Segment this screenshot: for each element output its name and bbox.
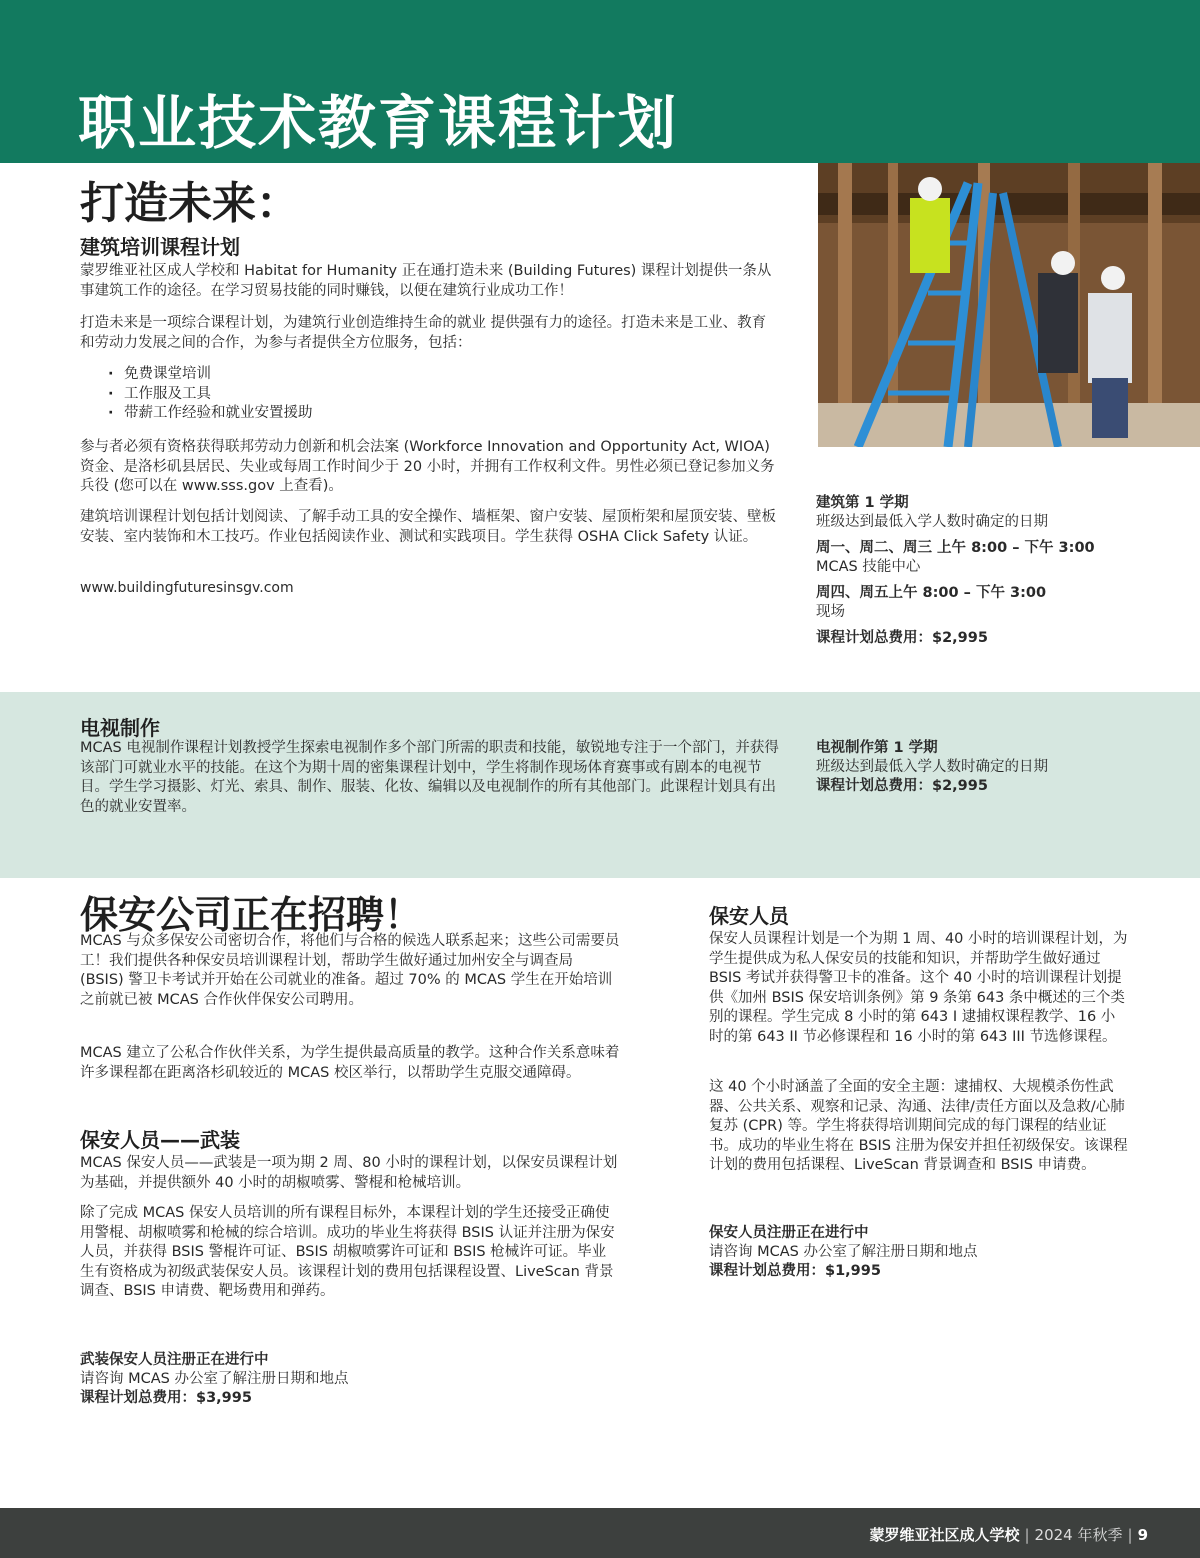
security-guard-title: 保安人员 bbox=[709, 904, 789, 928]
security-guard-intro: 保安人员课程计划是一个为期 1 周、40 小时的培训课程计划，为学生提供成为私人保安员的技能和知识，并帮助学生做好通过 BSIS 考试并获得警卫卡的准备。这个 40 小时的培训课程计划提供《加州 BSIS 保安培训条例》第 9 条第 643 条中概述的三个类别的课程。学生完成 8 小时的第 643 I 逮捕权课程教学、16 小时的第 643 II 节必修课程和 16 小时的第 643 III 节选修课程。 bbox=[709, 931, 1128, 1045]
term-heading: 建筑第 1 学期 bbox=[816, 495, 909, 511]
term-note: 班级达到最低入学人数时确定的日期 bbox=[816, 514, 1048, 530]
program-cost: 课程计划总费用：$2,995 bbox=[816, 778, 988, 794]
program-cost: 课程计划总费用：$1,995 bbox=[709, 1263, 881, 1279]
list-item: · 免费课堂培训 bbox=[108, 365, 313, 385]
page-number: 9 bbox=[1137, 1526, 1148, 1544]
building-futures-info-box bbox=[816, 494, 1146, 655]
building-futures-title: 打造未来： bbox=[80, 178, 300, 229]
security-title: 保安公司正在招聘！ bbox=[80, 893, 423, 937]
term-note: 班级达到最低入学人数时确定的日期 bbox=[816, 759, 1048, 775]
footer-season: 2024 年秋季 bbox=[1034, 1526, 1123, 1544]
registration-heading: 武装保安人员注册正在进行中 bbox=[80, 1352, 269, 1368]
security-guard-topics: 这 40 个小时涵盖了全面的安全主题：逮捕权、大规模杀伤性武器、公共关系、观察和记录、沟通、法律/责任方面以及急救/心肺复苏 (CPR) 等。学生将获得培训期间完成的每门课程的结业证书。成功的毕业生将在 BSIS 注册为保安并担任初级保安。该课程计划的费用包括课程、LiveScan 背景调查和 BSIS 申请费。 bbox=[709, 1079, 1128, 1173]
security-guard-info-box bbox=[709, 1224, 1129, 1281]
construction-photo-graphic bbox=[818, 163, 1200, 447]
building-futures-intro: 蒙罗维亚社区成人学校和 Habitat for Humanity 正在通打造未来 (Building Futures) 课程计划提供一条从事建筑工作的途径。在学习贸易技能的同时赚钱，以便在建筑行业成功工作！ bbox=[80, 263, 772, 299]
building-futures-description: 打造未来是一项综合课程计划，为建筑行业创造维持生命的就业 提供强有力的途径。打造未来是工业、教育和劳动力发展之间的合作，为参与者提供全方位服务，包括： bbox=[80, 315, 767, 351]
building-futures-subtitle: 建筑培训课程计划 bbox=[80, 235, 240, 259]
location-skills-center: MCAS 技能中心 bbox=[816, 559, 921, 575]
location-onsite: 现场 bbox=[816, 604, 845, 620]
footer-separator: | bbox=[1127, 1526, 1133, 1544]
security-intro: MCAS 与众多保安公司密切合作，将他们与合格的候选人联系起来；这些公司需要员工！我们提供各种保安员培训课程计划，帮助学生做好通过加州安全与调查局 (BSIS) 警卫卡考试并开始在公司就业的准备。超过 70% 的 MCAS 学生在开始培训之前就已被 MCAS 合作伙伴保安公司聘用。 bbox=[80, 933, 620, 1008]
armed-guard-intro: MCAS 保安人员——武装是一项为期 2 周、80 小时的课程计划，以保安员课程计划为基础，并提供额外 40 小时的胡椒喷雾、警棍和枪械培训。 bbox=[80, 1155, 618, 1191]
building-futures-website-link[interactable]: www.buildingfuturesinsgv.com bbox=[80, 580, 294, 596]
term-heading: 电视制作第 1 学期 bbox=[816, 740, 938, 756]
building-futures-benefits-list bbox=[108, 365, 313, 424]
page-footer bbox=[0, 1508, 1200, 1558]
building-futures-eligibility: 参与者必须有资格获得联邦劳动力创新和机会法案 (Workforce Innovation and Opportunity Act, WIOA) 资金、是洛杉矶县居民、失业或每周工作时间少于 20 小时，并拥有工作权利文件。男性必须已登记参加义务兵役 (您可以在 www.sss.gov 上查看)。 bbox=[80, 439, 775, 494]
schedule-thu-fri: 周四、周五上午 8:00 – 下午 3:00 bbox=[816, 585, 1047, 601]
page-title: 职业技术教育课程计划 bbox=[78, 89, 679, 157]
building-futures-curriculum: 建筑培训课程计划包括计划阅读、了解手动工具的安全操作、墙框架、窗户安装、屋顶桁架和屋顶安装、壁板安装、室内装饰和木工技巧。作业包括阅读作业、测试和实践项目。学生获得 OSHA Click Safety 认证。 bbox=[80, 509, 776, 545]
registration-heading: 保安人员注册正在进行中 bbox=[709, 1225, 869, 1241]
header-band bbox=[0, 0, 1200, 163]
security-partnership: MCAS 建立了公私合作伙伴关系，为学生提供最高质量的教学。这种合作关系意味着许多课程都在距离洛杉矶较近的 MCAS 校区举行，以帮助学生克服交通障碍。 bbox=[80, 1045, 620, 1081]
program-cost: 课程计划总费用：$3,995 bbox=[80, 1390, 252, 1406]
program-cost: 课程计划总费用：$2,995 bbox=[816, 630, 988, 646]
tv-production-info-box bbox=[816, 739, 1146, 796]
tv-production-description: MCAS 电视制作课程计划教授学生探索电视制作多个部门所需的职责和技能，敏锐地专注于一个部门，并获得该部门可就业水平的技能。在这个为期十周的密集课程计划中，学生将制作现场体育赛事或有剧本的电视节目。学生学习摄影、灯光、索具、制作、服装、化妆、编辑以及电视制作的所有其他部门。此课程计划具有出色的就业安置率。 bbox=[80, 740, 779, 815]
schedule-weekdays: 周一、周二、周三 上午 8:00 – 下午 3:00 bbox=[816, 540, 1095, 556]
footer-school-name: 蒙罗维亚社区成人学校 bbox=[869, 1526, 1020, 1544]
footer-separator: | bbox=[1024, 1526, 1030, 1544]
registration-note: 请咨询 MCAS 办公室了解注册日期和地点 bbox=[709, 1244, 978, 1260]
armed-guard-title: 保安人员——武装 bbox=[80, 1128, 240, 1152]
footer-text bbox=[869, 1524, 1148, 1545]
construction-photo bbox=[818, 163, 1200, 447]
list-item: · 工作服及工具 bbox=[108, 385, 313, 405]
registration-note: 请咨询 MCAS 办公室了解注册日期和地点 bbox=[80, 1371, 349, 1387]
tv-production-title: 电视制作 bbox=[80, 716, 160, 740]
list-item: · 带薪工作经验和就业安置援助 bbox=[108, 404, 313, 424]
armed-guard-info-box bbox=[80, 1351, 620, 1408]
armed-guard-description: 除了完成 MCAS 保安人员培训的所有课程目标外，本课程计划的学生还接受正确使用警棍、胡椒喷雾和枪械的综合培训。成功的毕业生将获得 BSIS 认证并注册为保安人员，并获得 BSIS 警棍许可证、BSIS 胡椒喷雾许可证和 BSIS 枪械许可证。毕业生有资格成为初级武装保安人员。该课程计划的费用包括课程设置、LiveScan 背景调查、BSIS 申请费、靶场费用和弹药。 bbox=[80, 1205, 615, 1299]
